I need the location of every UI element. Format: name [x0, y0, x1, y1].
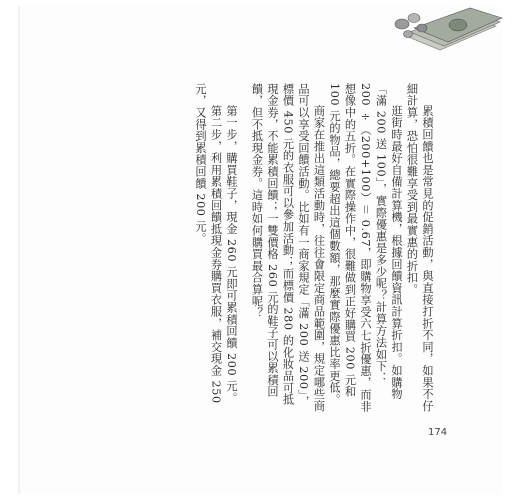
paragraph: 逛街時最好自備計算機，根據回饋資訊計算折扣。如購物「滿 200 送 100」，實際優惠是多少呢？計算方法如下：: [374, 83, 403, 401]
body-text: [105, 83, 435, 413]
page-number: 174: [428, 427, 448, 438]
paragraph: 第二步，利用累積回饋抵現金券購買衣服，補交現金 250 元，又得到累積回饋 200 元。: [194, 83, 223, 405]
paragraph: 累積回饋也是常見的促銷活動，與直接打折不同，如果不仔細計算，恐怕很難享受到最實惠的折扣。: [405, 83, 434, 413]
paragraph: 商家在推出這類活動時，往往會限定商品範圍，規定哪些商品可以享受回饋活動。比如有一商家規定「滿 200 送 200」，標價 450 元的衣服可以參加活動；而標價 280 的化妝品可抵現金券，不能累積回饋；一雙價格 260 元的鞋子可以累積回饋，但不抵現金券。這時如何購買最合算呢？: [250, 83, 326, 413]
paragraph: 第一步，購買鞋子，現金 260 元即可累積回饋 200 元。: [225, 105, 238, 405]
paragraph: 200 ÷（200+100）＝ 0.67，即購物享受六七折優惠，而非想像中的五折。在實際操作中，很難做到正好購買 200 元和 100 元的物品，總要超出這個數額，那麼實際優惠比率更低。: [328, 83, 372, 413]
money-illustration: [392, 6, 504, 52]
page-edge-shade: [18, 6, 20, 494]
